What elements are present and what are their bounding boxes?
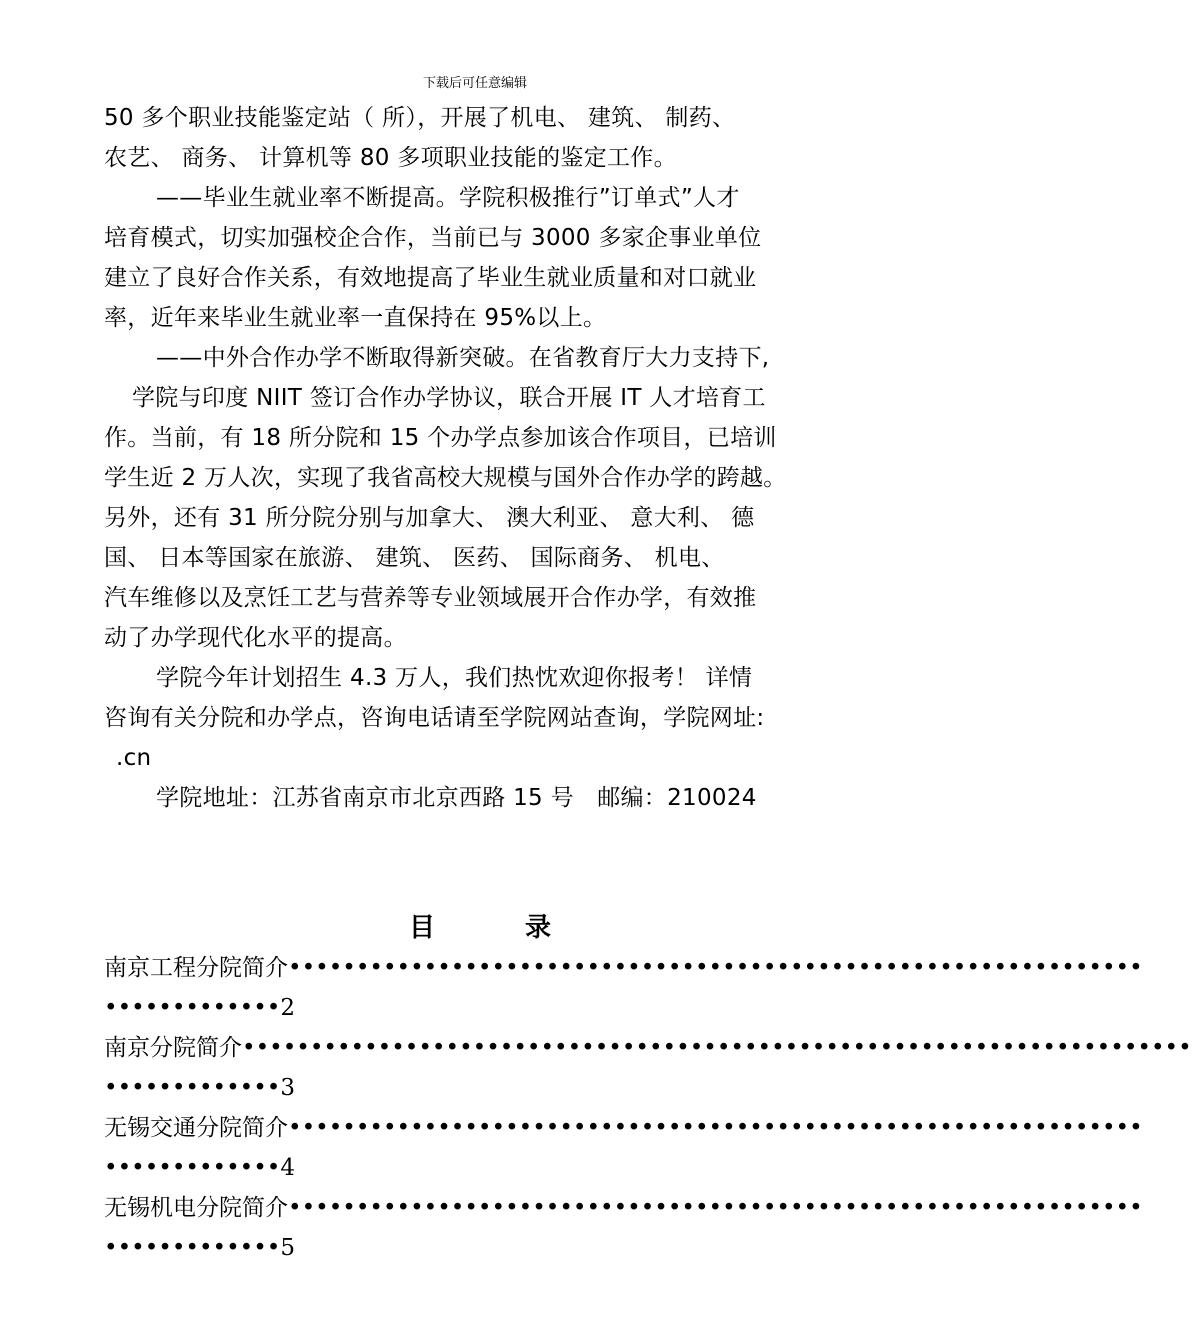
paragraph-line: 建立了良好合作关系，有效地提高了毕业生就业质量和对口就业	[104, 265, 757, 291]
document-body	[104, 98, 1192, 1268]
paragraph-line: 农艺、 商务、 计算机等 80 多项职业技能的鉴定工作。	[104, 145, 677, 171]
paragraph-line: 国、 日本等国家在旅游、 建筑、 医药、 国际商务、 机电、	[104, 545, 725, 571]
paragraph-line: 学生近 2 万人次，实现了我省高校大规模与国外合作办学的跨越。	[104, 465, 787, 491]
paragraph-line: 率，近年来毕业生就业率一直保持在 95%以上。	[104, 305, 607, 331]
toc-entry-title: 无锡交通分院简介	[104, 1115, 288, 1141]
paragraph-line: 咨询有关分院和办学点，咨询电话请至学院网站查询，学院网址:	[104, 705, 765, 731]
address-line: 学院地址：江苏省南京市北京西路 15 号 邮编：210024	[156, 785, 757, 811]
toc-leader-dots: •••••••••••••••••••••••••••••••••••••••••••••••••••••••••••••••	[288, 1115, 1143, 1141]
website-url: .cn	[116, 745, 152, 771]
body-text	[104, 98, 864, 818]
toc-entry-title: 南京分院简介	[104, 1035, 242, 1061]
paragraph-line: 汽车维修以及烹饪工艺与营养等专业领域展开合作办学，有效推	[104, 585, 757, 611]
toc-title-char: 录	[525, 913, 552, 943]
toc-entry[interactable]	[104, 1028, 1192, 1108]
toc-page-number: 5	[280, 1235, 296, 1261]
paragraph-line: 培育模式，切实加强校企合作，当前已与 3000 多家企事业单位	[104, 225, 762, 251]
toc-leader-dots: •••••••••••••	[104, 1075, 281, 1101]
paragraph-line: 另外，还有 31 所分院分别与加拿大、 澳大利亚、 意大利、 德	[104, 505, 755, 531]
section-gap	[104, 818, 864, 908]
toc-entry[interactable]	[104, 1108, 1143, 1188]
toc-title-char: 目	[408, 913, 435, 943]
paragraph-line: ——毕业生就业率不断提高。学院积极推行”订单式”人才	[156, 185, 740, 211]
toc-title	[96, 908, 864, 948]
toc-leader-dots: •••••••••••••••••••••••••••••••••••••••••••••••••••••••••••••••	[288, 955, 1143, 981]
toc-leader-dots: ••••••••••••••••••••••••••••••••••••••••••••••••••••••••••••••••••••••	[242, 1035, 1192, 1061]
paragraph-line: 50 多个职业技能鉴定站（ 所），开展了机电、 建筑、 制药、	[104, 105, 736, 131]
paragraph-line: 作。当前，有 18 所分院和 15 个办学点参加该合作项目，已培训	[104, 425, 777, 451]
toc-page-number: 2	[280, 995, 296, 1021]
paragraph-line: 学院与印度 NIIT 签订合作办学协议，联合开展 IT 人才培育工	[132, 385, 766, 411]
toc-entry-title: 南京工程分院简介	[104, 955, 288, 981]
toc-leader-dots: •••••••••••••	[104, 1155, 281, 1181]
paragraph-line: ——中外合作办学不断取得新突破。在省教育厅大力支持下,	[156, 345, 770, 371]
toc-page-number: 4	[280, 1155, 296, 1181]
toc-leader-dots: •••••••••••••••••••••••••••••••••••••••••••••••••••••••••••••••	[288, 1195, 1143, 1221]
toc-list	[104, 948, 1192, 1268]
page-header: 下载后可任意编辑	[422, 76, 527, 91]
paragraph-line: 动了办学现代化水平的提高。	[104, 625, 407, 651]
paragraph-line: 学院今年计划招生 4.3 万人，我们热忱欢迎你报考！ 详情	[156, 665, 753, 691]
toc-page-number: 3	[280, 1075, 296, 1101]
toc-entry-title: 无锡机电分院简介	[104, 1195, 288, 1221]
toc-entry[interactable]	[104, 1188, 1143, 1268]
toc-leader-dots: •••••••••••••	[104, 1235, 281, 1261]
toc-leader-dots: •••••••••••••	[104, 995, 281, 1021]
toc-entry[interactable]	[104, 948, 1143, 1028]
